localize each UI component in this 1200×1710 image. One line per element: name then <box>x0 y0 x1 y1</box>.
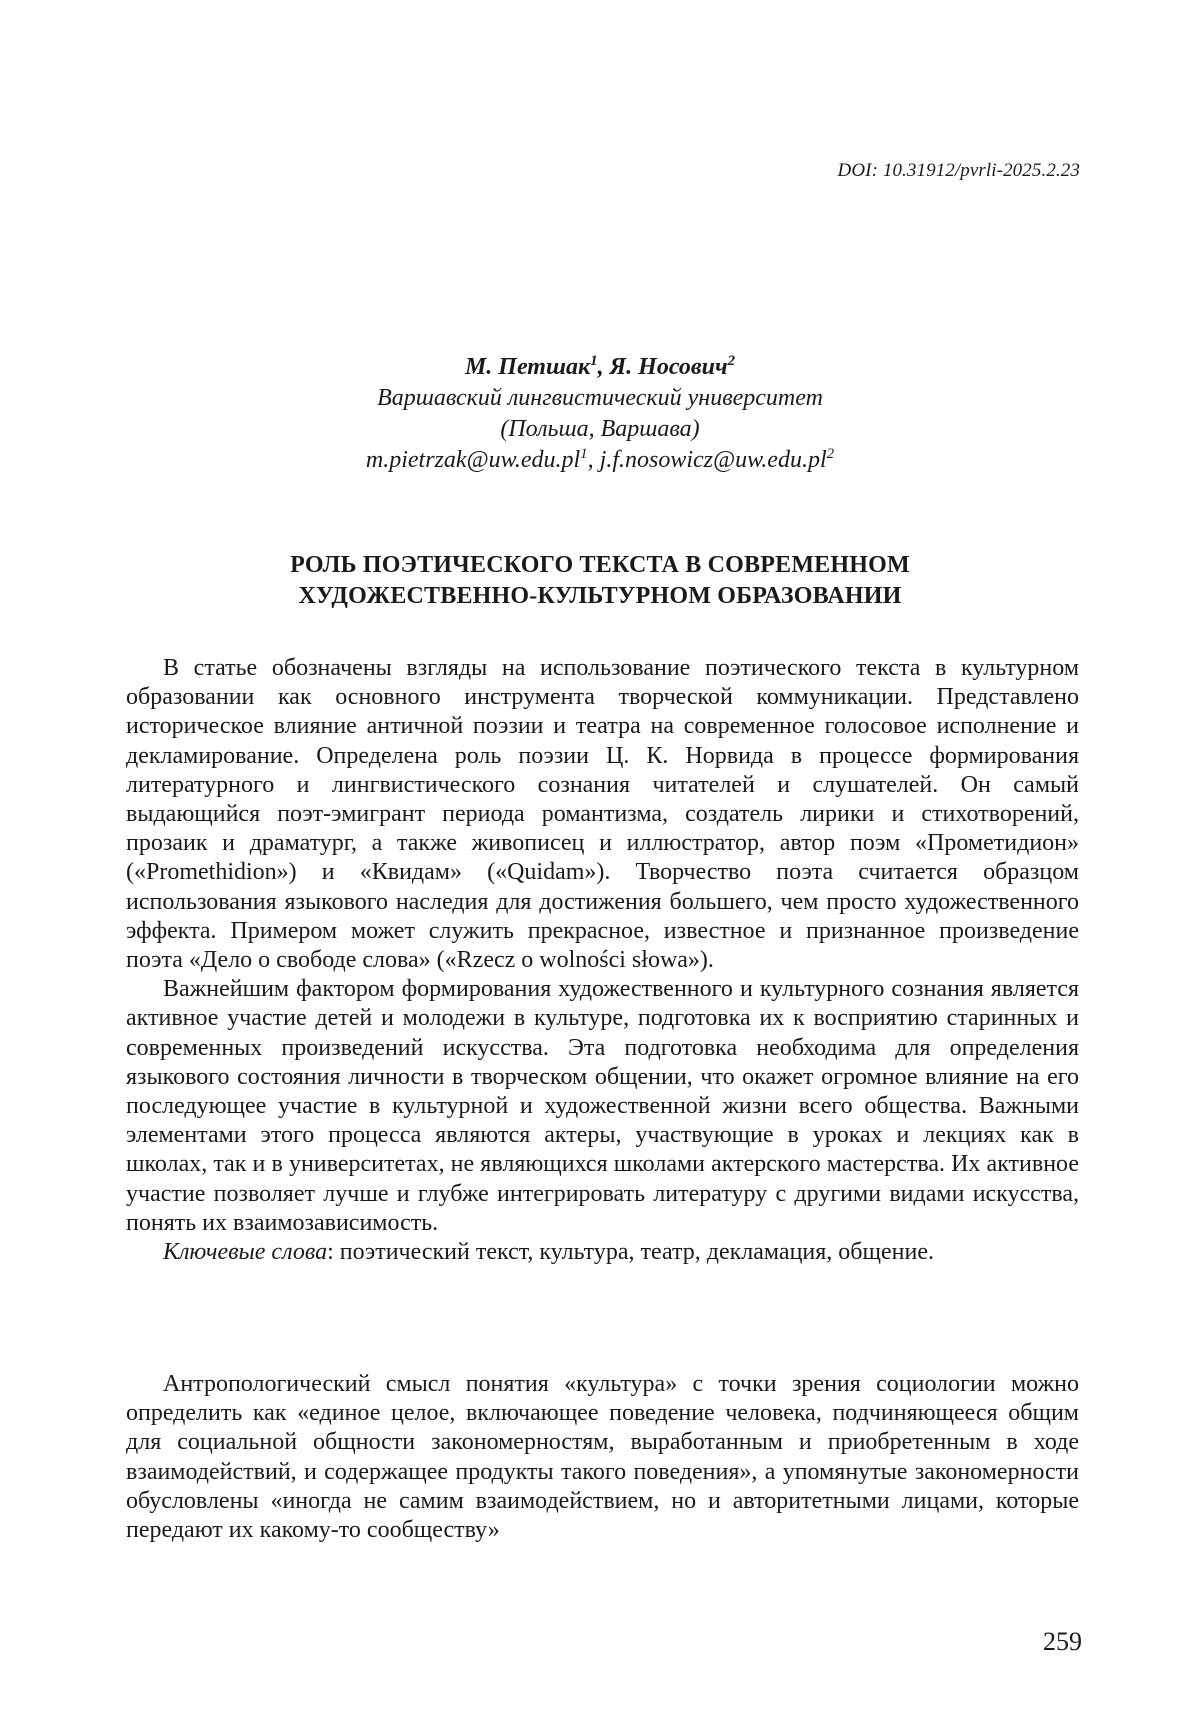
author-2-name: Я. Носович <box>609 354 728 380</box>
title-line-1: РОЛЬ ПОЭТИЧЕСКОГО ТЕКСТА В СОВРЕМЕННОМ <box>290 552 910 578</box>
keywords-label: Ключевые слова <box>163 1239 328 1266</box>
authors-line <box>0 352 1200 383</box>
abstract <box>126 654 1079 1267</box>
keywords-paragraph <box>126 1238 1079 1267</box>
email-1-mark: 1 <box>580 446 588 462</box>
article-title <box>0 550 1200 612</box>
author-separator: , <box>597 354 610 380</box>
keywords-list: : поэтический текст, культура, театр, декламация, общение. <box>327 1239 934 1266</box>
email-2-mark: 2 <box>826 446 835 462</box>
emails-line <box>0 445 1200 476</box>
doi-line: DOI: 10.31912/pvrli-2025.2.23 <box>837 160 1080 181</box>
author-2-mark: 2 <box>727 353 736 369</box>
body-paragraph-1: Антропологический смысл понятия «культура» с точки зрения социологии можно определить как «единое целое, включающее поведение человека, подчиняющееся общим для социальной общности закономерностям, выработанным и приобретенным в ходе взаимодействий, и содержащее продукты такого поведения», а упомянутые закономерности обусловлены «иногда не самим взаимодействием, но и авторитетными лицами, которые передают их какому-то сообществу» <box>126 1371 1079 1544</box>
abstract-paragraph-1: В статье обозначены взгляды на использование поэтического текста в культурном образовании как основного инструмента творческой коммуникации. Представлено историческое влияние античной поэзии и театра на современное голосовое исполнение и декламирование. Определена роль поэзии Ц. К. Норвида в процессе формирования литературного и лингвистического сознания читателей и слушателей. Он самый выдающийся поэт-эмигрант периода романтизма, создатель лирики и стихотворений, прозаик и драматург, а также живописец и иллюстратор, автор поэм «Прометидион» («Promethidion») и «Квидам» («Quidam»). Творчество поэта считается образцом использования языкового наследия для достижения большего, чем просто художественного эффекта. Примером может служить прекрасное, известное и признанное произведение поэта «Дело о свободе слова» («Rzecz o wolności słowa»). <box>126 655 1079 974</box>
email-1[interactable]: m.pietrzak@uw.edu.pl <box>365 447 581 473</box>
body-text <box>126 1370 1079 1545</box>
affiliation-line-2: (Польша, Варшава) <box>500 416 700 442</box>
affiliation-line-1: Варшавский лингвистический университет <box>377 385 823 411</box>
author-1-name: М. Петшак <box>464 354 591 380</box>
author-1-mark: 1 <box>590 353 598 369</box>
abstract-paragraph-2: Важнейшим фактором формирования художественного и культурного сознания является активное участие детей и молодежи в культуре, подготовка их к восприятию старинных и современных произведений искусства. Эта подготовка необходима для определения языкового состояния личности в творческом общении, что окажет огромное влияние на его последующее участие в культурной и художественной жизни всего общества. Важными элементами этого процесса являются актеры, участвующие в уроках и лекциях как в школах, так и в университетах, не являющихся школами актерского мастерства. Их активное участие позволяет лучше и глубже интегрировать литературу с другими видами искусства, понять их взаимозависимость. <box>126 976 1079 1236</box>
email-separator: , <box>587 447 600 473</box>
author-block <box>0 352 1200 476</box>
title-line-2: ХУДОЖЕСТВЕННО-КУЛЬТУРНОМ ОБРАЗОВАНИИ <box>298 583 902 609</box>
page-number: 259 <box>1043 1627 1082 1656</box>
email-2[interactable]: j.f.nosowicz@uw.edu.pl <box>599 447 827 473</box>
